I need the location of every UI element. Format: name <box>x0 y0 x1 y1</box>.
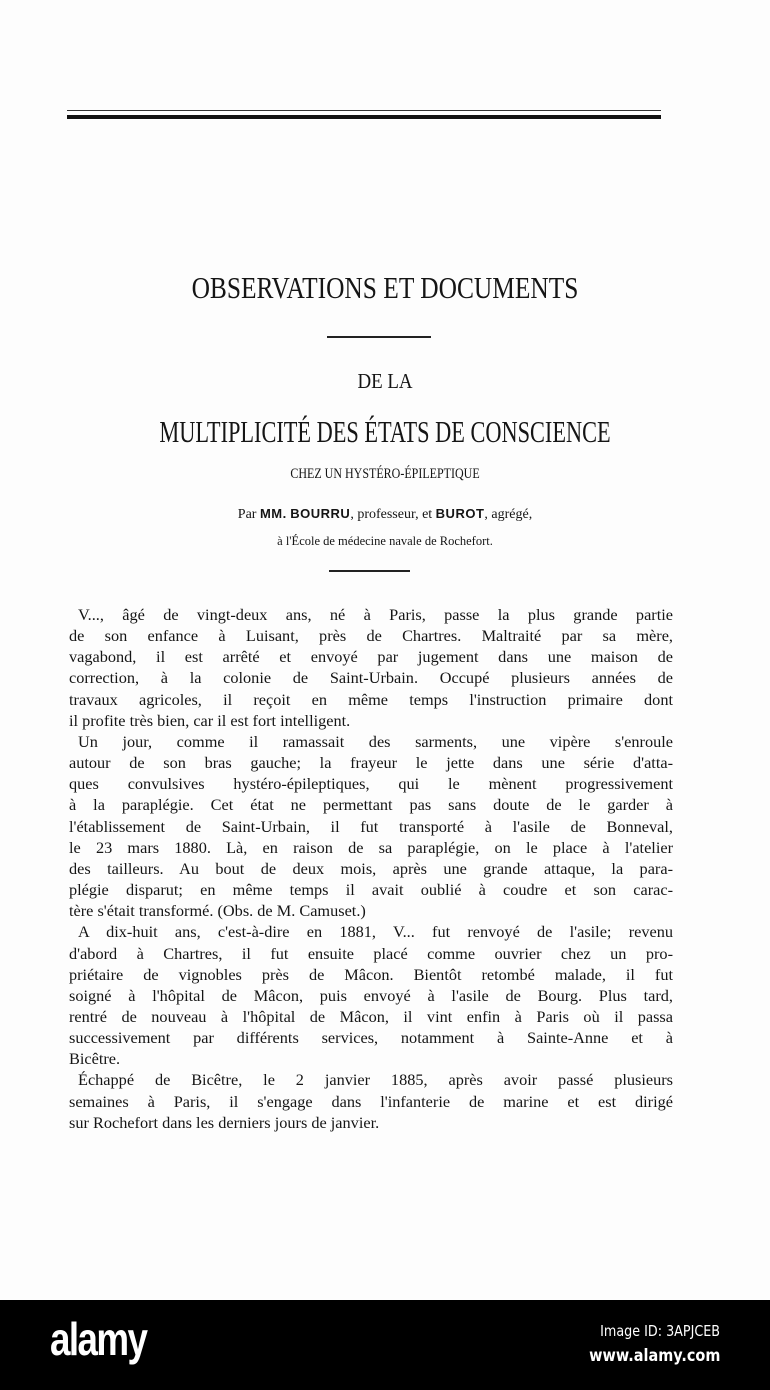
section-title: OBSERVATIONS ET DOCUMENTS <box>191 270 579 305</box>
text-line: de son enfance à Luisant, près de Chartres. Maltraité par sa mère, <box>69 626 673 646</box>
text-line: plégie disparut; en même temps il avait oublié à coudre et son carac- <box>69 880 673 900</box>
image-id: Image ID: 3APJCEB <box>600 1322 720 1340</box>
text-line: sur Rochefort dans les derniers jours de janvier. <box>69 1112 380 1132</box>
text-line: l'établissement de Saint-Urbain, il fut transporté à l'asile de Bonneval, <box>69 816 673 836</box>
title-divider <box>327 336 431 338</box>
text-line: semaines à Paris, il s'engage dans l'infanterie de marine et est dirigé <box>69 1091 673 1111</box>
author-1-role: , professeur, et <box>350 507 433 522</box>
text-line: autour de son bras gauche; la frayeur le jette dans une série d'atta- <box>69 753 673 773</box>
text-line: soigné à l'hôpital de Mâcon, puis envoyé à l'asile de Bourg. Plus tard, <box>69 985 673 1005</box>
text-line: à la paraplégie. Cet état ne permettant pas sans doute de le garder à <box>69 795 673 815</box>
text-line: Un jour, comme il ramassait des sarments, une vipère s'enroule <box>78 731 673 751</box>
text-line: des tailleurs. Au bout de deux mois, après une grande attaque, la para- <box>69 858 673 878</box>
text-line: le 23 mars 1880. Là, en raison de sa paraplégie, on le place à l'atelier <box>69 837 673 857</box>
author-1: BOURRU <box>290 506 351 521</box>
text-line: correction, à la colonie de Saint-Urbain. Occupé plusieurs années de <box>69 668 673 688</box>
paragraph <box>69 1069 673 1132</box>
author-line <box>0 506 770 523</box>
paragraph <box>69 921 673 1069</box>
alamy-logo: alamy <box>50 1313 147 1365</box>
author-2: BUROT <box>435 506 485 521</box>
article-pre-title: DE LA <box>357 369 413 393</box>
author-par: Par <box>237 507 257 522</box>
watermark-bar <box>0 1300 770 1390</box>
top-thick-rule <box>67 115 661 119</box>
text-line: A dix-huit ans, c'est-à-dire en 1881, V... fut renvoyé de l'asile; revenu <box>78 922 673 942</box>
watermark-site: www.alamy.com <box>588 1346 720 1366</box>
text-line: rentré de nouveau à l'hôpital de Mâcon, il vint enfin à Paris où il passa <box>69 1006 673 1026</box>
author-mm: MM. <box>259 506 287 521</box>
text-line: successivement par différents services, notamment à Sainte-Anne et à <box>69 1028 673 1048</box>
affiliation: à l'École de médecine navale de Rochefort. <box>277 534 493 548</box>
top-thin-rule <box>67 110 661 111</box>
text-line: travaux agricoles, il reçoit en même temps l'instruction primaire dont <box>69 689 673 709</box>
text-line: priétaire de vignobles près de Mâcon. Bientôt retombé malade, il fut <box>69 964 673 984</box>
author-2-role: , agrégé, <box>484 507 533 522</box>
text-line: Échappé de Bicêtre, le 2 janvier 1885, après avoir passé plusieurs <box>78 1070 673 1090</box>
text-line: V..., âgé de vingt-deux ans, né à Paris, passe la plus grande partie <box>78 605 673 624</box>
text-line: vagabond, il est arrêté et envoyé par jugement dans une maison de <box>69 647 673 667</box>
header-divider <box>329 570 410 572</box>
text-line: ques convulsives hystéro-épileptiques, qui le mènent progressivement <box>69 774 673 794</box>
paragraph <box>69 731 673 921</box>
text-line: tère s'était transformé. (Obs. de M. Camuset.) <box>69 901 366 921</box>
article-title: MULTIPLICITÉ DES ÉTATS DE CONSCIENCE <box>159 414 611 449</box>
article-subtitle: CHEZ UN HYSTÉRO-ÉPILEPTIQUE <box>290 466 480 482</box>
text-line: il profite très bien, car il est fort intelligent. <box>69 710 351 730</box>
paragraph <box>69 604 673 731</box>
text-line: d'abord à Chartres, il fut ensuite placé comme ouvrier chez un pro- <box>69 943 673 963</box>
article-body <box>69 604 673 1133</box>
text-line: Bicêtre. <box>69 1049 121 1069</box>
